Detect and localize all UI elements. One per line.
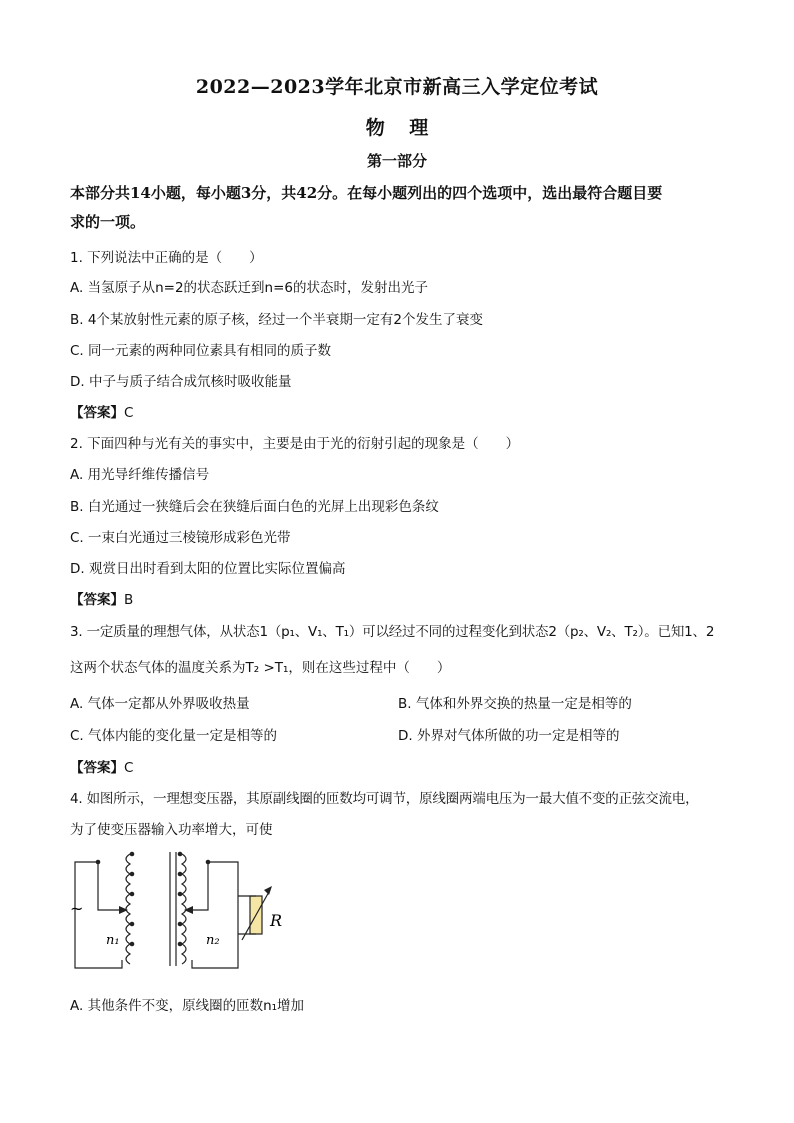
- q1-option-a: A. 当氢原子从n=2的状态跃迁到n=6的状态时，发射出光子: [70, 280, 428, 296]
- secondary-tap-wire: [192, 862, 208, 910]
- answer-value: C: [124, 405, 134, 421]
- q1-option-b: B. 4个某放射性元素的原子核，经过一个半衰期一定有2个发生了衰变: [70, 312, 484, 328]
- q2-answer: [70, 588, 133, 608]
- n1-label: n₁: [106, 933, 120, 948]
- q3-stem-line-2: 这两个状态气体的温度关系为T₂ >T₁，则在这些过程中（ ）: [70, 660, 451, 676]
- q3-option-c: C. 气体内能的变化量一定是相等的: [70, 728, 278, 744]
- q2-option-a: A. 用光导纤维传播信号: [70, 467, 210, 483]
- q4-stem-line-2: 为了使变压器输入功率增大，可使: [70, 822, 273, 838]
- q1-answer: [70, 401, 133, 421]
- answer-label: 【答案】: [70, 592, 124, 608]
- q3-answer: [70, 756, 133, 776]
- q3-option-d: D. 外界对气体所做的功一定是相等的: [398, 728, 620, 744]
- r-label: R: [270, 911, 283, 930]
- answer-label: 【答案】: [70, 760, 124, 776]
- q2-option-b: B. 白光通过一狭缝后会在狭缝后面白色的光屏上出现彩色条纹: [70, 499, 439, 515]
- subject-title: 物 理: [365, 117, 429, 139]
- q3-option-b: B. 气体和外界交换的热量一定是相等的: [398, 696, 632, 712]
- ac-source-label: ~: [70, 899, 84, 918]
- part-heading: 第一部分: [366, 152, 427, 170]
- secondary-coil: [182, 854, 186, 964]
- q3-option-a: A. 气体一定都从外界吸收热量: [70, 696, 250, 712]
- q1-stem: 1. 下列说法中正确的是（ ）: [70, 250, 263, 266]
- n2-label: n₂: [206, 933, 220, 948]
- secondary-wire: [192, 862, 238, 968]
- q2-stem: 2. 下面四种与光有关的事实中，主要是由于光的衍射引起的现象是（ ）: [70, 436, 520, 452]
- instructions-line-2: 求的一项。: [70, 213, 146, 231]
- q2-option-c: C. 一束白光通过三棱镜形成彩色光带: [70, 530, 291, 546]
- exam-title: 2022—2023学年北京市新高三入学定位考试: [195, 76, 599, 98]
- q1-option-c: C. 同一元素的两种同位素具有相同的质子数: [70, 343, 332, 359]
- q4-option-a: A. 其他条件不变，原线圈的匝数n₁增加: [70, 998, 305, 1014]
- primary-coil: [126, 854, 130, 964]
- answer-value: C: [124, 760, 134, 776]
- instructions-line-1: 本部分共14小题，每小题3分，共42分。在每小题列出的四个选项中，选出最符合题目要: [70, 184, 663, 202]
- q1-option-d: D. 中子与质子结合成氘核时吸收能量: [70, 374, 292, 390]
- answer-value: B: [124, 592, 134, 608]
- answer-label: 【答案】: [70, 405, 124, 421]
- rheostat-arrow-head: [264, 886, 272, 895]
- transformer-diagram: [70, 848, 300, 978]
- q3-stem-line-1: 3. 一定质量的理想气体，从状态1（p₁、V₁、T₁）可以经过不同的过程变化到状态2（p₂、V₂、T₂）。已知1、2: [70, 624, 715, 640]
- q4-stem-line-1: 4. 如图所示，一理想变压器，其原副线圈的匝数均可调节，原线圈两端电压为一最大值不变的正弦交流电，: [70, 791, 699, 807]
- q2-option-d: D. 观赏日出时看到太阳的位置比实际位置偏高: [70, 561, 346, 577]
- primary-tap-wire: [98, 862, 120, 910]
